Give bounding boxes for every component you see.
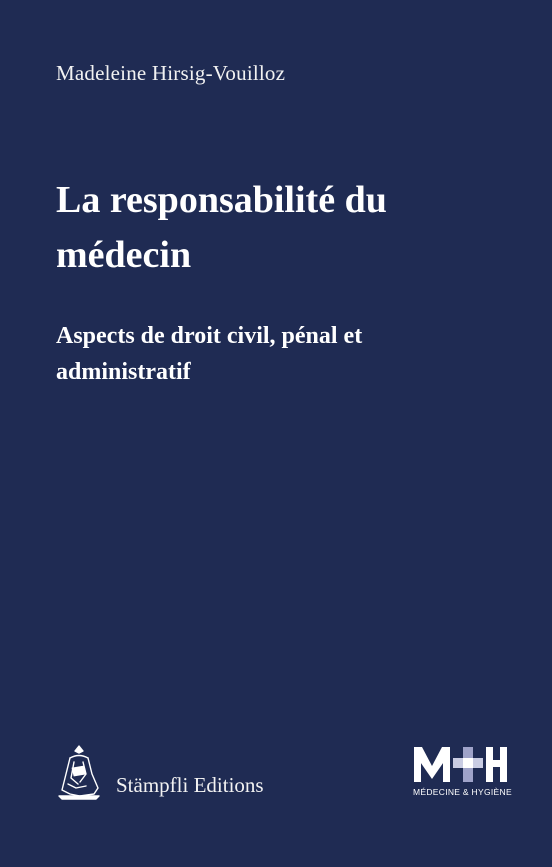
subtitle-line-2: administratif <box>56 359 191 385</box>
publisher-name: Stämpfli Editions <box>116 773 264 797</box>
imprint-label: MÉDECINE & HYGIÈNE <box>413 787 512 797</box>
title-line-2: médecin <box>56 234 192 276</box>
mh-mark-icon <box>413 744 508 784</box>
title-line-1: La responsabilité du <box>56 179 387 221</box>
book-title <box>56 173 496 283</box>
book-subtitle <box>56 318 496 390</box>
author-name: Madeleine Hirsig-Vouilloz <box>56 61 286 85</box>
medecine-hygiene-logo-icon <box>413 744 512 800</box>
subtitle-line-1: Aspects de droit civil, pénal et <box>56 323 363 349</box>
stampfli-logo-icon <box>56 744 102 800</box>
